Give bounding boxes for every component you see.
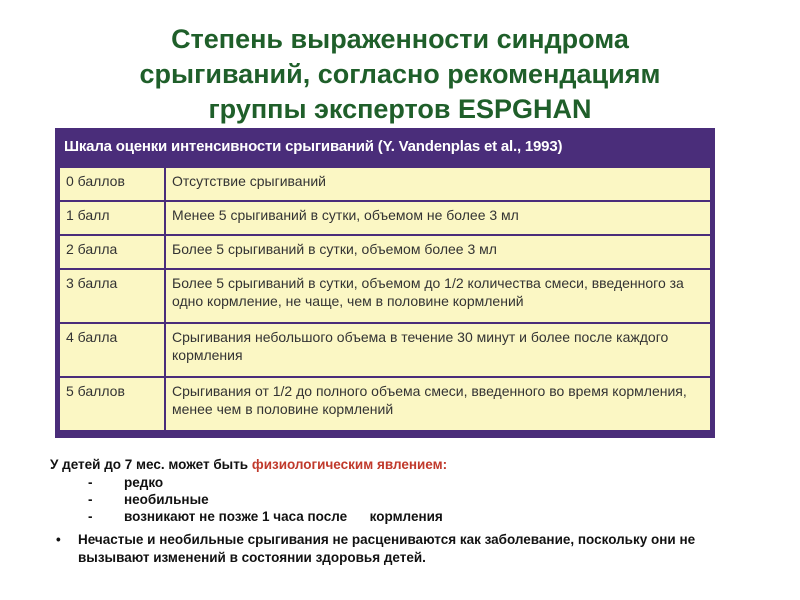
description-cell: Срыгивания от 1/2 до полного объема смеси, введенного во время кормления, менее чем в половине кормлений [165, 377, 711, 431]
table-row [59, 269, 711, 323]
intro-highlight: физиологическим явлением: [251, 457, 448, 472]
table-row [59, 201, 711, 235]
notes-section [50, 456, 750, 567]
description-cell: Менее 5 срыгиваний в сутки, объемом не более 3 мл [165, 201, 711, 235]
table-row [59, 167, 711, 201]
conclusion-text: Нечастые и необильные срыгивания не расцениваются как заболевание, поскольку они не вызывают изменений в состоянии здоровья детей. [78, 532, 696, 565]
score-cell: 3 балла [59, 269, 165, 323]
scale-table-body [58, 166, 712, 432]
description-cell: Срыгивания небольшого объема в течение 30 минут и более после каждого кормления [165, 323, 711, 377]
score-cell: 1 балл [59, 201, 165, 235]
list-item [50, 491, 750, 508]
list-item [50, 508, 750, 525]
score-cell: 0 баллов [59, 167, 165, 201]
notes-intro [50, 456, 750, 474]
regurgitation-scale-table [55, 128, 715, 438]
slide-title [60, 22, 740, 127]
table-row [59, 235, 711, 269]
title-line-1: Степень выраженности синдрома [171, 24, 629, 54]
score-cell: 2 балла [59, 235, 165, 269]
description-cell: Отсутствие срыгиваний [165, 167, 711, 201]
description-cell: Более 5 срыгиваний в сутки, объемом более 3 мл [165, 235, 711, 269]
conclusion-bullet [50, 531, 750, 567]
title-line-3: группы экспертов ESPGHAN [208, 94, 592, 124]
table-row [59, 323, 711, 377]
list-item [50, 474, 750, 491]
dash-mark: - [88, 492, 93, 507]
list-item-text: возникают не позже 1 часа после кормления [124, 509, 443, 524]
intro-text: У детей до 7 мес. может быть [50, 457, 252, 472]
score-cell: 5 баллов [59, 377, 165, 431]
feature-list [50, 474, 750, 525]
title-line-2: срыгиваний, согласно рекомендациям [139, 59, 661, 89]
dash-mark: - [88, 475, 93, 490]
description-cell: Более 5 срыгиваний в сутки, объемом до 1/2 количества смеси, введенного за одно кормление, не чаще, чем в половине кормлений [165, 269, 711, 323]
bullet-mark: • [56, 532, 61, 547]
table-header: Шкала оценки интенсивности срыгиваний (Y. Vandenplas et al., 1993) [64, 138, 563, 155]
table-row [59, 377, 711, 431]
list-item-text: необильные [124, 492, 209, 507]
list-item-text: редко [124, 475, 164, 490]
dash-mark: - [88, 509, 93, 524]
score-cell: 4 балла [59, 323, 165, 377]
